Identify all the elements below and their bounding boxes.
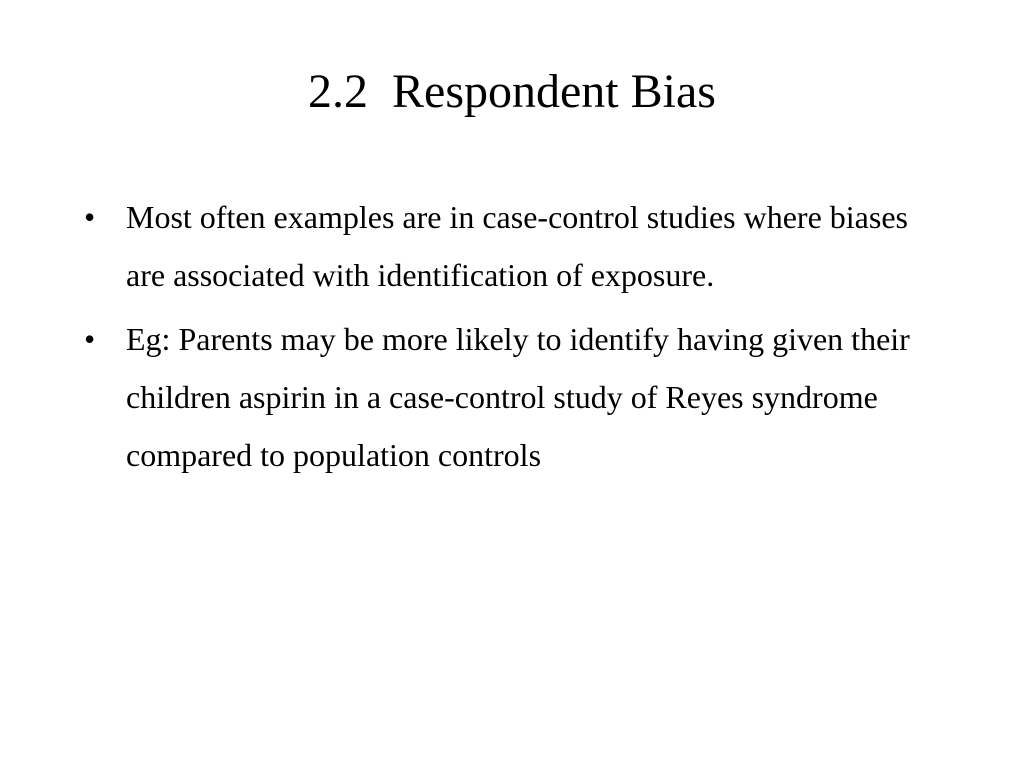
- bullet-icon: •: [84, 199, 96, 235]
- slide-title: 2.2 Respondent Bias: [308, 65, 716, 118]
- bullet-text: Most often examples are in case-control studies where biases are associated with identification of exposure.: [126, 199, 908, 293]
- bullet-item: [84, 188, 944, 304]
- bullet-icon: •: [84, 321, 96, 357]
- bullet-list: [84, 188, 944, 490]
- bullet-item: [84, 310, 944, 484]
- bullet-text: Eg: Parents may be more likely to identify having given their children aspirin in a case-control study of Reyes syndrome compared to population controls: [126, 321, 910, 473]
